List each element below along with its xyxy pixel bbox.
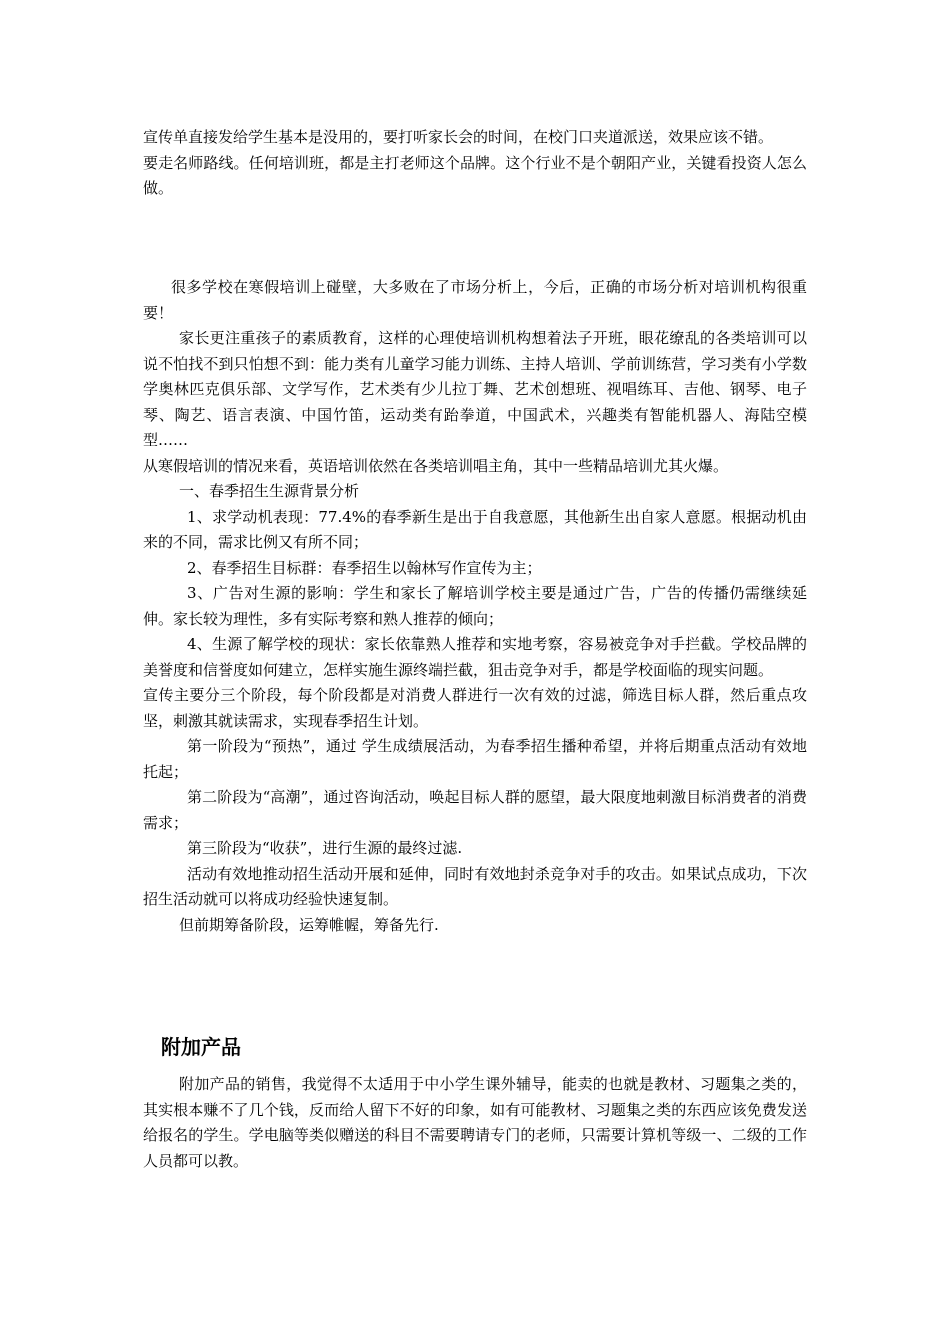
paragraph-stage-two: 第二阶段为“高潮”，通过咨询活动，唤起目标人群的愿望，最大限度地刺激目标消费者的消费需求； <box>143 788 807 832</box>
section-heading-add-on-products: 附加产品 <box>161 1035 241 1059</box>
list-item-school-status: 4、生源了解学校的现状：家长依靠熟人推荐和实地考察，容易被竞争对手拦截。学校品牌的美誉度和信誉度如何建立，怎样实施生源终端拦截，狙击竞争对手，都是学校面临的现实问题。 <box>143 635 807 679</box>
list-item-advertising: 3、广告对生源的影响：学生和家长了解培训学校主要是通过广告，广告的传播仍需继续延伸。家长较为理性，多有实际考察和熟人推荐的倾向； <box>143 584 807 628</box>
list-item-target-group: 2、春季招生目标群：春季招生以翰林写作宣传为主； <box>187 558 542 577</box>
paragraph-quality-education: 家长更注重孩子的素质教育，这样的心理使培训机构想着法子开班，眼花缭乱的各类培训可以说不怕找不到只怕想不到：能力类有儿童学习能力训练、主持人培训、学前训练营，学习类有小学数学奥林匹克俱乐部、文学写作，艺术类有少儿拉丁舞、艺术创想班、视唱练耳、吉他、钢琴、电子琴、陶艺、语言表演、中国竹笛，运动类有跆拳道，中国武术，兴趣类有智能机器人、海陆空模型…… <box>143 329 807 449</box>
paragraph-stage-one: 第一阶段为“预热”，通过 学生成绩展活动，为春季招生播种希望，并将后期重点活动有效地托起； <box>143 737 807 781</box>
paragraph-add-on-sales: 附加产品的销售，我觉得不太适用于中小学生课外辅导，能卖的也就是教材、习题集之类的，其实根本赚不了几个钱，反而给人留下不好的印象，如有可能教材、习题集之类的东西应该免费发送给报名的学生。学电脑等类似赠送的科目不需要聘请专门的老师，只需要计算机等级一、二级的工作人员都可以教。 <box>143 1075 807 1170</box>
market-analysis-section <box>143 275 807 938</box>
list-item-motivation: 1、求学动机表现：77.4%的春季新生是出于自我意愿，其他新生出自家人意愿。根据动机由来的不同，需求比例又有所不同； <box>143 507 807 551</box>
paragraph-stage-three: 第三阶段为“收获”，进行生源的最终过滤. <box>187 839 463 857</box>
subheading-spring-enrollment: 一、春季招生生源背景分析 <box>179 482 360 500</box>
paragraph-famous-teacher: 要走名师路线。任何培训班，都是主打老师这个品牌。这个行业不是个朝阳产业，关键看投资人怎么做。 <box>143 153 807 197</box>
intro-section <box>143 125 807 202</box>
paragraph-three-stages: 宣传主要分三个阶段，每个阶段都是对消费人群进行一次有效的过滤，筛选目标人群，然后重点攻坚，刺激其就读需求，实现春季招生计划。 <box>143 686 807 730</box>
paragraph-preparation: 但前期筹备阶段，运筹帷幄，筹备先行. <box>179 915 439 934</box>
paragraph-activity-effect: 活动有效地推动招生活动开展和延伸，同时有效地封杀竞争对手的攻击。如果试点成功，下次招生活动就可以将成功经验快速复制。 <box>143 864 807 908</box>
paragraph-english-training: 从寒假培训的情况来看，英语培训依然在各类培训唱主角，其中一些精品培训尤其火爆。 <box>143 456 729 475</box>
paragraph-winter-training: 很多学校在寒假培训上碰壁，大多败在了市场分析上，今后，正确的市场分析对培训机构很重要！ <box>143 278 807 322</box>
add-on-products-section <box>143 1072 807 1174</box>
paragraph-leaflet: 宣传单直接发给学生基本是没用的，要打听家长会的时间，在校门口夹道派送，效果应该不错。 <box>143 128 774 146</box>
